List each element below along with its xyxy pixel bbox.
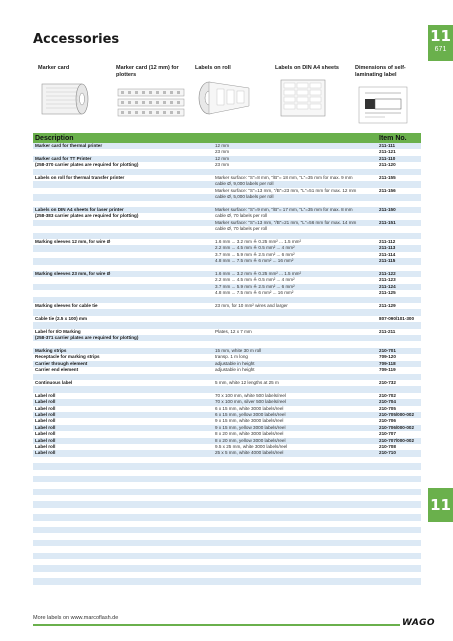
- row-item-number: 211-150: [377, 207, 421, 213]
- row-description: Label roll: [33, 412, 213, 418]
- row-item-number: 210-704: [377, 399, 421, 405]
- row-specification: cable Ø, 70 labels per roll: [213, 226, 377, 232]
- row-item-number: 211-110: [377, 156, 421, 162]
- row-specification: 1.6 mm ... 3.2 mm ≙ 0.25 mm² ... 1.5 mm²: [213, 239, 377, 245]
- table-body: [33, 143, 421, 591]
- row-specification: 6 x 15 mm, white 3000 labels/reel: [213, 406, 377, 412]
- chapter-tab: [428, 25, 453, 61]
- row-specification: 3.7 mm ... 5.9 mm ≙ 2.5 mm² ... 6 mm²: [213, 252, 377, 258]
- row-item-number: 211-211: [377, 329, 421, 335]
- row-description: Label for I/O Marking: [33, 329, 213, 335]
- row-specification: 8 x 20 mm, yellow 3000 labels/reel: [213, 438, 377, 444]
- row-item-number: 210-707: [377, 431, 421, 437]
- row-description: (258-371 carrier plates are required for plotting): [33, 335, 213, 341]
- product-marker-card: [38, 65, 108, 120]
- row-description: Marking sleeves for cable tie: [33, 303, 213, 309]
- row-specification: 2.2 mm ... 4.5 mm ≙ 0.5 mm² ... 4 mm²: [213, 277, 377, 283]
- row-specification: Marker surface: "S"=13 mm, "/B"=21 mm, "L"=56 mm for max. 14 mm: [213, 220, 377, 226]
- row-item-number: 210-707/000-002: [377, 438, 421, 444]
- row-description: Label roll: [33, 431, 213, 437]
- row-description: Label roll: [33, 406, 213, 412]
- row-specification: 70 x 100 mm, white 500 labels/reel: [213, 393, 377, 399]
- row-specification: 4.8 mm ... 7.5 mm ≙ 6 mm² ... 16 mm²: [213, 290, 377, 296]
- row-specification: Marker surface: "S"=8 mm, "/B"= 18 mm, "L"=35 mm for max. 9 mm: [213, 175, 377, 181]
- row-specification: 1.6 mm ... 3.2 mm ≙ 0.25 mm² ... 1.5 mm²: [213, 271, 377, 277]
- row-item-number: 211-122: [377, 271, 421, 277]
- row-item-number: 211-115: [377, 258, 421, 264]
- row-specification: 23 mm: [213, 149, 377, 155]
- row-item-number: 709-120: [377, 354, 421, 360]
- row-description: Label roll: [33, 418, 213, 424]
- row-specification: 8 x 20 mm, white 3000 labels/reel: [213, 431, 377, 437]
- table-row: [33, 585, 421, 591]
- row-item-number: 211-151: [377, 220, 421, 226]
- row-specification: cable Ø, 5,000 labels per roll: [213, 194, 377, 200]
- row-item-number: 210-710: [377, 450, 421, 456]
- row-specification: Marker surface: "S"=13 mm, "/B"=23 mm, "L"=51 mm for max. 12 mm: [213, 188, 377, 194]
- product-caption: Marker card (12 mm) for plotters: [116, 65, 179, 78]
- header-description: Description: [33, 133, 377, 143]
- row-specification: 2.2 mm ... 4.5 mm ≙ 0.5 mm² ... 4 mm²: [213, 245, 377, 251]
- row-item-number: 709-119: [377, 367, 421, 373]
- row-description: Receptacle for marking strips: [33, 354, 213, 360]
- row-item-number: 211-124: [377, 284, 421, 290]
- side-chapter-tab: 11: [428, 488, 453, 522]
- row-specification: cable Ø, 70 labels per roll: [213, 213, 377, 219]
- row-item-number: 210-702: [377, 393, 421, 399]
- row-description: Carrier end element: [33, 367, 213, 373]
- row-description: Marking sleeves 12 mm, for wire Ø: [33, 239, 213, 245]
- row-specification: 4.8 mm ... 7.5 mm ≙ 6 mm² ... 16 mm²: [213, 258, 377, 264]
- row-specification: 23 mm: [213, 162, 377, 168]
- row-specification: 9 x 15 mm, yellow 3000 labels/reel: [213, 425, 377, 431]
- product-caption: Marker card: [38, 65, 70, 71]
- row-description: (258-370 carrier plates are required for plotting): [33, 162, 213, 168]
- row-item-number: 210-705/000-002: [377, 412, 421, 418]
- product-labels-sheet: [275, 65, 347, 120]
- row-description: Label roll: [33, 399, 213, 405]
- row-specification: 12 mm: [213, 156, 377, 162]
- chapter-number: 11: [430, 27, 451, 45]
- page-number: 671: [434, 46, 447, 53]
- row-item-number: 210-708: [377, 444, 421, 450]
- row-specification: adjustable in height: [213, 361, 377, 367]
- row-description: Marker card for TT Printer: [33, 156, 213, 162]
- row-specification: Marker surface: "S"=9 mm, "/B"= 17 mm, "L"=35 mm for max. 8 mm: [213, 207, 377, 213]
- row-description: Cable tie (2.5 x 100) mm: [33, 316, 213, 322]
- product-caption: Labels on DIN A4 sheets: [275, 65, 339, 71]
- row-item-number: 210-732: [377, 380, 421, 386]
- row-specification: [213, 585, 377, 591]
- row-description: Carrier through element: [33, 361, 213, 367]
- row-specification: adjustable in height: [213, 367, 377, 373]
- product-marker-card-plotter: [116, 65, 188, 123]
- accessories-table: [33, 133, 421, 591]
- row-item-number: 211-112: [377, 239, 421, 245]
- row-item-number: 210-706: [377, 418, 421, 424]
- page-title: Accessories: [33, 32, 120, 47]
- row-item-number: 210-705: [377, 406, 421, 412]
- row-specification: Plates, 12 x 7 mm: [213, 329, 377, 335]
- row-specification: 25 x 5 mm, white 4000 labels/reel: [213, 450, 377, 456]
- row-item-number: 211-156: [377, 188, 421, 194]
- row-description: [33, 585, 213, 591]
- row-item-number: [377, 585, 421, 591]
- row-item-number: 211-111: [377, 143, 421, 149]
- product-caption: Labels on roll: [195, 65, 231, 71]
- row-description: Marker card for thermal printer: [33, 143, 213, 149]
- dimension-drawing-icon: [355, 83, 411, 127]
- row-item-number: 210-706/000-002: [377, 425, 421, 431]
- row-description: Label roll: [33, 393, 213, 399]
- footer-divider: [33, 624, 421, 626]
- row-item-number: 211-113: [377, 245, 421, 251]
- product-labels-roll: [195, 65, 263, 120]
- row-description: Marking sleeves 23 mm, for wire Ø: [33, 271, 213, 277]
- row-specification: 12 mm: [213, 143, 377, 149]
- row-specification: transp. 1 m long: [213, 354, 377, 360]
- row-description: Label roll: [33, 450, 213, 456]
- row-item-number: 210-701: [377, 348, 421, 354]
- row-description: Label roll: [33, 444, 213, 450]
- row-specification: 70 x 100 mm, silver 500 labels/reel: [213, 399, 377, 405]
- row-item-number: 211-120: [377, 162, 421, 168]
- marker-card-strip-icon: [116, 83, 188, 123]
- product-dimension-drawing: [355, 65, 425, 127]
- row-item-number: 211-121: [377, 149, 421, 155]
- marker-card-roll-icon: [38, 76, 90, 120]
- row-description: Marking strips: [33, 348, 213, 354]
- row-specification: 6 x 15 mm, yellow 3000 labels/reel: [213, 412, 377, 418]
- row-description: Labels on roll for thermal transfer printer: [33, 175, 213, 181]
- row-item-number: 211-155: [377, 175, 421, 181]
- header-item-number: Item No.: [377, 133, 421, 143]
- row-description: Label roll: [33, 438, 213, 444]
- row-item-number: 709-118: [377, 361, 421, 367]
- row-specification: 9 x 15 mm, white 3000 labels/reel: [213, 418, 377, 424]
- label-sheet-icon: [275, 76, 335, 120]
- labels-roll-icon: [195, 76, 255, 120]
- row-item-number: 211-123: [377, 277, 421, 283]
- row-item-number: 807-090/101-300: [377, 316, 421, 322]
- row-item-number: 211-114: [377, 252, 421, 258]
- footer-text: More labels on www.marcoflash.de: [33, 615, 119, 621]
- row-item-number: 211-125: [377, 290, 421, 296]
- row-specification: cable Ø, 9,000 labels per roll: [213, 181, 377, 187]
- table-header-row: [33, 133, 421, 143]
- row-specification: 15 mm, white 30 m roll: [213, 348, 377, 354]
- row-description: Label roll: [33, 425, 213, 431]
- row-description: Labels on DIN A4 sheets for laser printer: [33, 207, 213, 213]
- row-specification: 3.7 mm ... 5.9 mm ≙ 2.5 mm² ... 6 mm²: [213, 284, 377, 290]
- row-specification: 5 mm, white 12 lengths at 25 m: [213, 380, 377, 386]
- row-specification: 9.5 x 25 mm, white 3000 labels/reel: [213, 444, 377, 450]
- wago-logo: WAGO: [402, 618, 435, 628]
- row-description: (258-383 carrier plates are required for plotting): [33, 213, 213, 219]
- row-description: Continuous label: [33, 380, 213, 386]
- row-specification: 23 mm, for 10 mm² wires and larger: [213, 303, 377, 309]
- product-caption: Dimensions of self-laminating label: [355, 65, 406, 78]
- row-item-number: 211-129: [377, 303, 421, 309]
